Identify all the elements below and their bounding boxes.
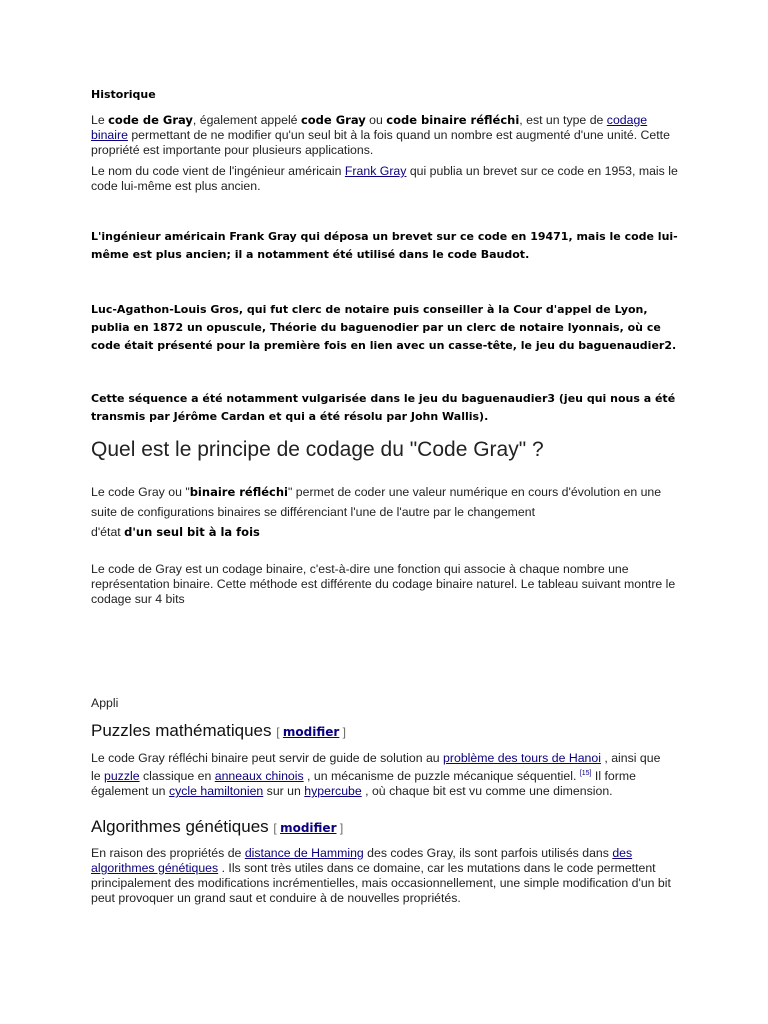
text: Le nom du code vient de l'ingénieur américain <box>91 164 345 178</box>
edit-section-puzzles <box>276 725 346 739</box>
text: permettant de ne modifier qu'un seul bit à la fois quand un nombre est augmenté d'une unité. Cette propriété est importante pour plusieurs applications. <box>91 128 670 157</box>
text: d'état <box>91 525 125 539</box>
link-hypercube[interactable]: hypercube <box>304 784 362 799</box>
paragraph-description: Le code de Gray est un codage binaire, c'est-à-dire une fonction qui associe à chaque nombre une représentation binaire. Cette méthode est différente du codage binaire naturel. Le tableau suivant montre le codage sur 4 bits <box>91 562 676 606</box>
text: " permet de coder une valeur numérique en cours d'évolution en une suite de configurations binaires se différenciant l'une de l'autre par le changement <box>91 485 662 519</box>
paragraph-principle <box>91 482 681 542</box>
link-cycle-hamiltonien[interactable]: cycle hamiltonien <box>168 784 264 799</box>
text: , un mécanisme de puzzle mécanique séquentiel. <box>303 769 580 784</box>
edit-link[interactable]: modifier <box>282 725 340 739</box>
text: En raison des propriétés de <box>91 846 245 860</box>
text: , est un type de <box>519 113 607 127</box>
text: Le <box>91 113 109 127</box>
text: , ainsi que le <box>91 751 661 784</box>
section-title-text: Algorithmes génétiques <box>91 817 269 836</box>
label-appli: Appli <box>91 696 119 710</box>
section-title-text: Puzzles mathématiques <box>91 721 272 740</box>
paragraph-puzzles <box>91 751 671 799</box>
question-heading: Quel est le principe de codage du "Code Gray" ? <box>91 438 544 461</box>
bracket: ] <box>339 725 346 739</box>
bold-term: code binaire réfléchi <box>386 113 520 127</box>
text: des codes Gray, ils sont parfois utilisés dans <box>363 846 613 860</box>
paragraph-baguenaudier: Cette séquence a été notamment vulgarisée dans le jeu du baguenaudier3 (jeu qui nous a été transmis par Jérôme Cardan et qui a été résolu par John Wallis). <box>91 392 676 423</box>
bracket: [ <box>276 725 283 739</box>
text: . Ils sont très utiles dans ce domaine, car les mutations dans le code permettent principalement des modifications incrémentielles, mais occasionnellement, une simple modification d'un bit peut provoquer un grand saut et conduire à de nouvelles propriétés. <box>91 861 671 905</box>
section-heading-historique: Historique <box>91 88 156 101</box>
link-anneaux-chinois[interactable]: anneaux chinois <box>214 769 304 784</box>
bold-term: binaire réfléchi <box>189 485 288 499</box>
paragraph-definition <box>91 113 681 158</box>
text: , où chaque bit est vu comme une dimension. <box>361 784 613 799</box>
link-distance-de-hamming[interactable]: distance de Hamming <box>244 846 364 860</box>
bold-term: d'un seul bit à la fois <box>124 525 260 539</box>
section-title-puzzles <box>91 720 681 743</box>
paragraph-frank-gray: L'ingénieur américain Frank Gray qui déposa un brevet sur ce code en 19471, mais le code lui-même est plus ancien; il a notamment été utilisé dans le code Baudot. <box>91 230 678 261</box>
text: , également appelé <box>192 113 301 127</box>
text: ou <box>365 113 387 127</box>
edit-section-algorithmes <box>273 821 343 835</box>
link-algorithmes-genetiques[interactable]: des algorithmes génétiques <box>91 846 633 875</box>
text: Le code Gray réfléchi binaire peut servir de guide de solution au <box>91 751 444 765</box>
link-codage-binaire[interactable]: codage binaire <box>91 113 648 142</box>
text: Il forme également un <box>91 769 636 799</box>
text: sur un <box>263 784 305 799</box>
bracket: ] <box>336 821 344 835</box>
text: Le code Gray ou " <box>91 485 190 499</box>
paragraph-name-origin <box>91 164 681 194</box>
reference-link[interactable]: [15] <box>579 770 592 777</box>
paragraph-algorithmes <box>91 846 676 906</box>
bracket: [ <box>273 821 281 835</box>
link-frank-gray[interactable]: Frank Gray <box>344 164 407 178</box>
text: classique en <box>139 769 215 784</box>
bold-term: code Gray <box>300 113 366 127</box>
text: qui publia un brevet sur ce code en 1953, mais le code lui-même est plus ancien. <box>91 164 678 193</box>
link-tours-de-hanoi[interactable]: problème des tours de Hanoi <box>443 751 601 765</box>
section-title-algorithmes <box>91 816 681 839</box>
paragraph-gros: Luc-Agathon-Louis Gros, qui fut clerc de notaire puis conseiller à la Cour d'appel de Lyon, publia en 1872 un opuscule, Théorie du baguenodier par un clerc de notaire lyonnais, où ce code était présenté pour la première fois en lien avec un casse-tête, le jeu du baguenaudier2. <box>91 303 677 352</box>
edit-link[interactable]: modifier <box>280 821 337 835</box>
bold-term: code de Gray <box>108 113 193 127</box>
link-puzzle[interactable]: puzzle <box>104 769 140 784</box>
